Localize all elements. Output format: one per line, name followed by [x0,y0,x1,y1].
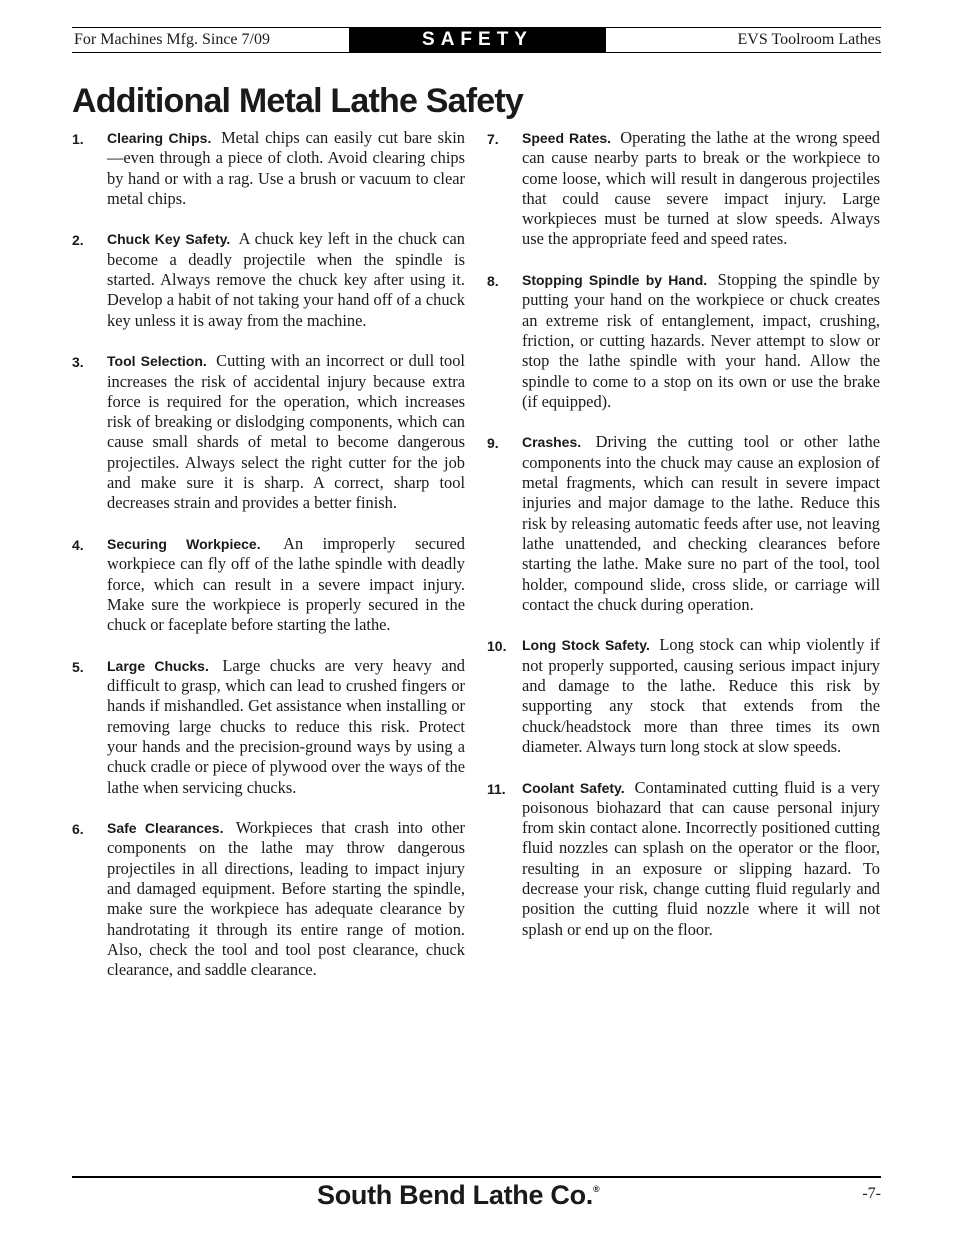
item-title: Chuck Key Safety. [107,231,231,248]
left-column [72,128,465,1001]
item-title: Speed Rates. [522,130,612,146]
item-number: 9. [487,435,499,452]
item-title: Crashes. [522,434,582,451]
item-number: 2. [72,232,84,249]
brand-name: South Bend Lathe Co. [317,1180,593,1210]
safety-item-11 [487,778,880,940]
safety-item-7 [487,128,880,250]
item-title: Large Chucks. [107,657,209,674]
item-text: Cutting with an incorrect or dull tool increases the risk of accidental injury because extra force is required for the operation, which increases risk of breaking or dislodging components, which can cause small shards of metal to become dangerous projectiles. Always select the right cutter for the job and make sure it is sharp. A correct, sharp tool decreases strain and provides a better finish. [107,351,465,513]
page-number: -7- [862,1185,881,1202]
item-title: Coolant Safety. [522,779,625,796]
item-number: 3. [72,354,84,371]
item-text: Driving the cutting tool or other lathe components into the chuck may cause an explosion of metal fragments, which can result in severe impact injuries and major damage to the lathe. Reduce this risk by releasing automatic feeds after use, not leaving lathe unattended, and checking clearances before starting the lathe. Make sure no part of the tool, tool holder, compound slide, cross slide, or carriage will contact the chuck during operation. [522,432,880,614]
item-number: 1. [72,131,84,147]
safety-item-6 [72,818,465,980]
safety-item-5 [72,656,465,798]
item-title: Securing Workpiece. [107,535,261,552]
header-section-label: SAFETY [349,27,606,53]
item-text: Long stock can whip violently if not properly supported, causing serious impact injury and damage to the lathe. Reduce this risk by supporting any stock that extends from the chuck/headstock more than three times its own diameter. Always turn long stock at slow speeds. [522,635,880,756]
item-text: Contaminated cutting fluid is a very poisonous biohazard that can cause personal injury from skin contact alone. Incorrectly positioned cutting fluid nozzles can splash on the operator or the floor, resulting in an exposure or slipping hazard. To decrease your risk, change cutting fluid regularly and position the cutting fluid nozzle where it will not splash or end up on the floor. [522,777,880,939]
safety-item-10 [487,635,880,757]
item-number: 6. [72,821,84,838]
item-text: An improperly secured workpiece can fly off of the lathe spindle with deadly force, which can result in a severe impact injury. Make sure the workpiece is properly secured in the chuck or faceplate before starting the lathe. [107,533,465,635]
item-number: 7. [487,131,499,147]
header-machines-note: For Machines Mfg. Since 7/09 [74,31,270,48]
item-number: 4. [72,536,84,553]
item-title: Tool Selection. [107,353,207,370]
item-number: 8. [487,273,499,290]
page-title: Additional Metal Lathe Safety [72,82,523,120]
safety-item-3 [72,351,465,513]
item-text: Workpieces that crash into other components on the lathe may throw dangerous projectiles in all directions, leading to impact injury and damaged equipment. Before starting the spindle, make sure the workpiece has adequate clearance by handrotating it through its entire range of motion. Also, check the tool and tool post clearance, chuck clearance, and saddle clearance. [107,818,466,980]
footer-divider [72,1176,881,1178]
safety-item-1 [72,128,465,209]
safety-item-8 [487,270,880,412]
right-column [487,128,880,960]
item-text: A chuck key left in the chuck can become a deadly projectile when the spindle is started. Always remove the chuck key after using it. Develop a habit of not taking your hand off of a chuck key unless it is away from the machine. [107,229,465,330]
item-text: Large chucks are very heavy and difficult to grasp, which can lead to crushed fingers or hands if mishandled. Get assistance when installing or removing large chucks to reduce this risk. Protect your hands and the precision-ground ways by using a chuck cradle or piece of plywood over the ways of the lathe when servicing chucks. [107,655,465,797]
item-title: Long Stock Safety. [522,637,650,654]
item-title: Stopping Spindle by Hand. [522,272,708,289]
item-title: Clearing Chips. [107,130,212,146]
registered-mark: ® [592,1184,600,1194]
header-product-line: EVS Toolroom Lathes [737,31,881,48]
brand-logo [317,1180,599,1211]
item-number: 10. [487,638,507,655]
safety-item-9 [487,432,880,615]
item-number: 5. [72,658,84,675]
item-number: 11. [487,780,506,797]
safety-item-4 [72,534,465,635]
item-text: Operating the lathe at the wrong speed can cause nearby parts to break or the workpiece to come loose, which will result in dangerous projectiles that could cause severe impact injury. Large workpieces must be turned at slow speeds. Always use the appropriate feed and speed rates. [522,128,880,249]
page-header [72,27,881,53]
item-text: Metal chips can easily cut bare skin—even through a piece of cloth. Avoid clearing chips by hand or with a rag. Use a brush or vacuum to clear metal chips. [107,128,465,208]
item-title: Safe Clearances. [107,820,224,837]
item-text: Stopping the spindle by putting your hand on the workpiece or chuck creates an extreme risk of entanglement, impact, crushing, friction, or cutting hazards. Never attempt to slow or stop the lathe spindle with your hand. Allow the spindle to come to a stop on its own or use the brake (if equipped). [522,270,880,411]
safety-item-2 [72,229,465,330]
